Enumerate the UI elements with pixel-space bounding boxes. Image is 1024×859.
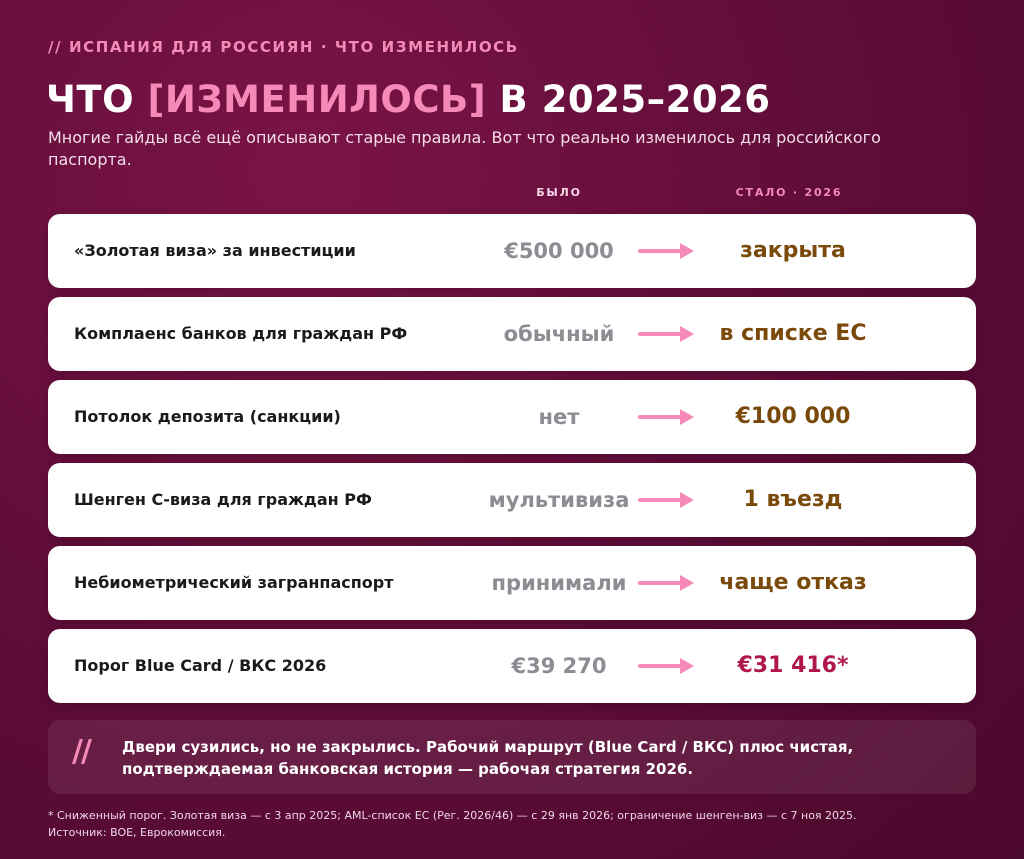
callout-text: Двери сузились, но не закрылись. Рабочий маршрут (Blue Card / ВКС) плюс чистая, подтверждаемая банковская история — рабочая стратегия 2026. <box>122 738 854 778</box>
row-label: Шенген С-виза для граждан РФ <box>74 490 372 509</box>
title-suffix: В 2025–2026 <box>486 78 771 121</box>
row-now-value: закрыта <box>740 238 846 263</box>
comparison-row-deposit-cap <box>48 380 976 454</box>
comparison-row-schengen-visa <box>48 463 976 537</box>
row-was-value: €39 270 <box>511 654 607 678</box>
row-label: «Золотая виза» за инвестиции <box>74 241 356 260</box>
row-now-value: 1 въезд <box>743 487 843 512</box>
row-label: Небиометрический загранпаспорт <box>74 573 394 592</box>
row-label: Комплаенс банков для граждан РФ <box>74 324 408 343</box>
arrow-right-icon <box>638 241 696 261</box>
row-label: Порог Blue Card / ВКС 2026 <box>74 656 327 675</box>
page-subtitle: Многие гайды всё ещё описывают старые правила. Вот что реально изменилось для российского паспорта. <box>48 128 881 169</box>
row-now-value: в списке ЕС <box>719 321 867 346</box>
comparison-list <box>48 214 976 712</box>
arrow-right-icon <box>638 573 696 593</box>
footnote-line: * Сниженный порог. Золотая виза — с 3 апр 2025; AML-список ЕС (Рег. 2026/46) — с 29 янв 2026; ограничение шенген-виз — с 7 ноя 2025. <box>48 809 857 822</box>
title-highlight: [ИЗМЕНИЛОСЬ] <box>147 78 487 121</box>
row-label: Потолок депозита (санкции) <box>74 407 341 426</box>
row-now-value: чаще отказ <box>719 570 867 595</box>
callout-mark: // <box>72 734 90 769</box>
row-was-value: принимали <box>491 571 627 595</box>
row-was-value: €500 000 <box>504 239 614 263</box>
kicker: // ИСПАНИЯ ДЛЯ РОССИЯН · ЧТО ИЗМЕНИЛОСЬ <box>48 38 519 56</box>
comparison-row-golden-visa <box>48 214 976 288</box>
arrow-right-icon <box>638 490 696 510</box>
page-title <box>46 78 771 122</box>
arrow-right-icon <box>638 656 696 676</box>
arrow-right-icon <box>638 407 696 427</box>
callout-box <box>48 720 976 794</box>
comparison-row-passport <box>48 546 976 620</box>
row-was-value: нет <box>538 405 580 429</box>
column-header-now: СТАЛО · 2026 <box>735 186 843 199</box>
title-prefix: ЧТО <box>46 78 148 121</box>
column-header-was: БЫЛО <box>536 186 582 199</box>
row-was-value: обычный <box>503 322 615 346</box>
footnote <box>48 807 978 841</box>
arrow-right-icon <box>638 324 696 344</box>
footnote-source: Источник: BOE, Еврокомиссия. <box>48 826 226 839</box>
row-now-value: €31 416* <box>737 653 849 678</box>
comparison-row-blue-card <box>48 629 976 703</box>
row-was-value: мультивиза <box>488 488 630 512</box>
comparison-row-bank-compliance <box>48 297 976 371</box>
row-now-value: €100 000 <box>735 404 851 429</box>
